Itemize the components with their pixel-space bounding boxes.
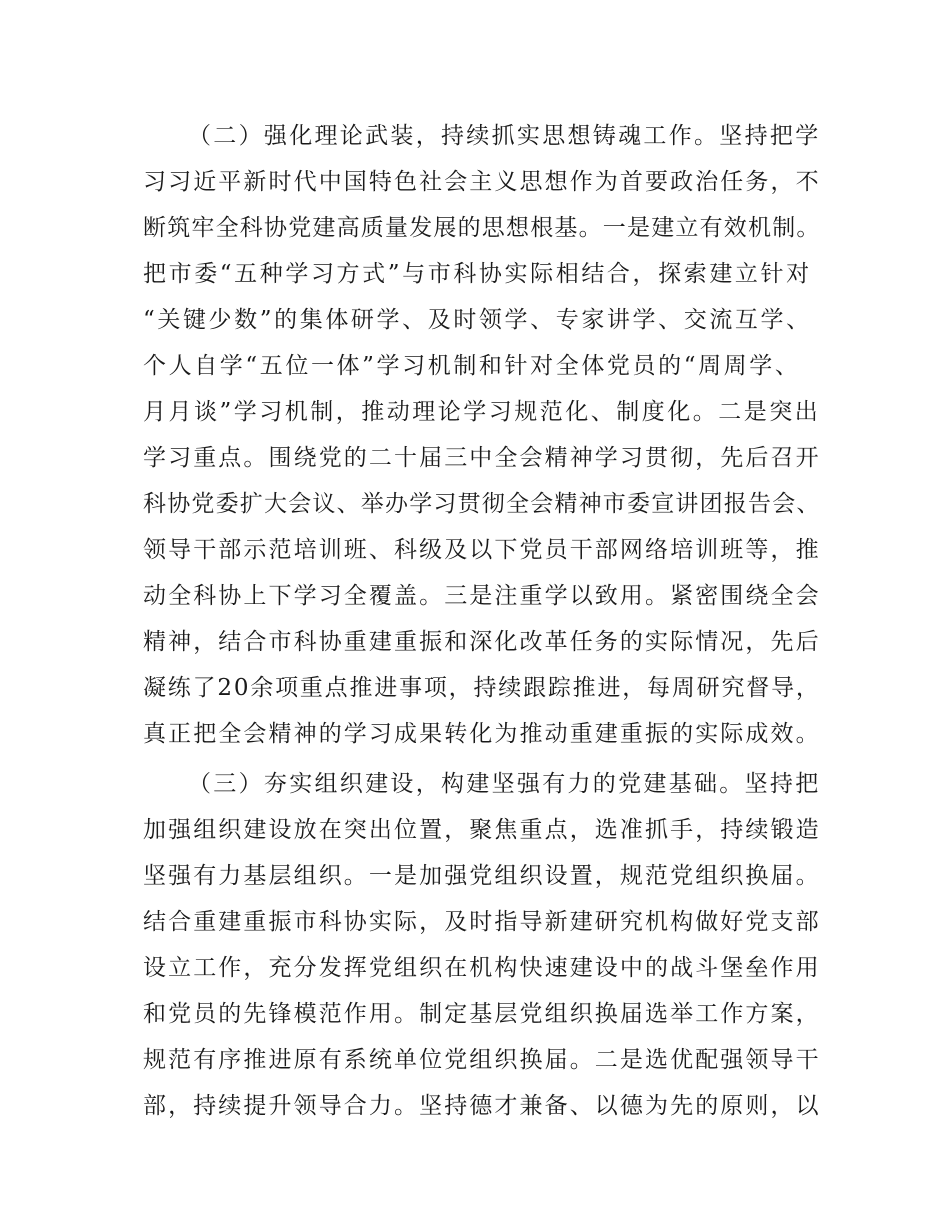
text-line: 凝练了20余项重点推进事项，持续跟踪推进，每周研究督导， — [143, 675, 821, 701]
text-line: 学习重点。围绕党的二十届三中全会精神学习贯彻，先后召开 — [143, 445, 821, 471]
text-line: 真正把全会精神的学习成果转化为推动重建重振的实际成效。 — [143, 721, 821, 747]
text-line: 月月谈”学习机制，推动理论学习规范化、制度化。二是突出 — [143, 399, 821, 425]
text-line: 领导干部示范培训班、科级及以下党员干部网络培训班等，推 — [143, 537, 821, 563]
text-line: 断筑牢全科协党建高质量发展的思想根基。一是建立有效机制。 — [143, 215, 821, 241]
text-line: （二）强化理论武装，持续抓实思想铸魂工作。坚持把学 — [188, 123, 821, 149]
text-line: 和党员的先锋模范作用。制定基层党组织换届选举工作方案， — [143, 1001, 821, 1027]
text-line: 部，持续提升领导合力。坚持德才兼备、以德为先的原则，以 — [143, 1093, 821, 1119]
text-line: 科协党委扩大会议、举办学习贯彻全会精神市委宣讲团报告会、 — [143, 491, 821, 517]
text-line: 规范有序推进原有系统单位党组织换届。二是选优配强领导干 — [143, 1047, 821, 1073]
text-line: 设立工作，充分发挥党组织在机构快速建设中的战斗堡垒作用 — [143, 955, 821, 981]
text-line: 把市委“五种学习方式”与市科协实际相结合，探索建立针对 — [143, 261, 812, 287]
text-line: 坚强有力基层组织。一是加强党组织设置，规范党组织换届。 — [143, 863, 821, 889]
text-line: 结合重建重振市科协实际，及时指导新建研究机构做好党支部 — [143, 909, 821, 935]
text-line: 动全科协上下学习全覆盖。三是注重学以致用。紧密围绕全会 — [143, 583, 821, 609]
text-line: 精神，结合市科协重建重振和深化改革任务的实际情况，先后 — [143, 629, 821, 655]
text-line: 个人自学“五位一体”学习机制和针对全体党员的“周周学、 — [143, 353, 801, 379]
text-line: “关键少数”的集体研学、及时领学、专家讲学、交流互学、 — [143, 307, 812, 333]
text-line: 习习近平新时代中国特色社会主义思想作为首要政治任务，不 — [143, 169, 821, 195]
text-line: 加强组织建设放在突出位置，聚焦重点，选准抓手，持续锻造 — [143, 817, 821, 843]
text-line: （三）夯实组织建设，构建坚强有力的党建基础。坚持把 — [188, 771, 821, 797]
